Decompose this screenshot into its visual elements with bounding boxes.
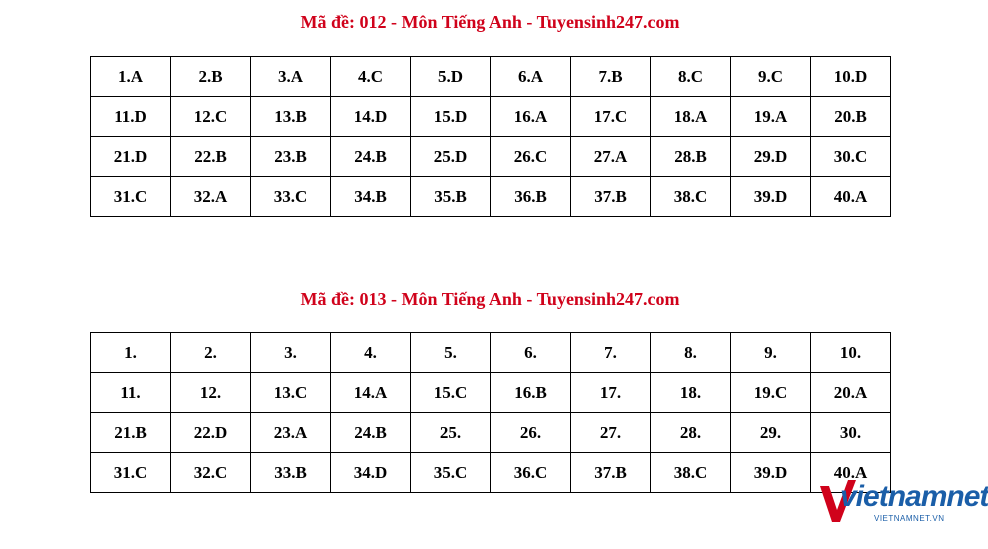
answer-cell: 13.C [251, 373, 331, 413]
answer-cell: 37.B [571, 453, 651, 493]
answer-cell: 7. [571, 333, 651, 373]
answer-cell: 24.B [331, 137, 411, 177]
answer-cell: 32.A [171, 177, 251, 217]
answer-cell: 18. [651, 373, 731, 413]
answer-cell: 11. [91, 373, 171, 413]
answer-cell: 33.C [251, 177, 331, 217]
answer-cell: 11.D [91, 97, 171, 137]
table-row [91, 413, 891, 453]
answer-cell: 39.D [731, 177, 811, 217]
vietnamnet-domain-text: VIETNAMNET.VN [874, 514, 945, 523]
answer-cell: 24.B [331, 413, 411, 453]
answer-cell: 3.A [251, 57, 331, 97]
answer-cell: 20.A [811, 373, 891, 413]
table-row [91, 57, 891, 97]
answer-cell: 10. [811, 333, 891, 373]
answer-cell: 39.D [731, 453, 811, 493]
answer-cell: 38.C [651, 177, 731, 217]
table-row [91, 453, 891, 493]
answer-cell: 15.C [411, 373, 491, 413]
answer-cell: 16.A [491, 97, 571, 137]
answer-cell: 34.B [331, 177, 411, 217]
answer-cell: 8.C [651, 57, 731, 97]
answer-cell: 21.D [91, 137, 171, 177]
answer-cell: 29.D [731, 137, 811, 177]
answer-cell: 36.B [491, 177, 571, 217]
table-row [91, 177, 891, 217]
answer-cell: 9.C [731, 57, 811, 97]
answer-cell: 23.B [251, 137, 331, 177]
answer-cell: 22.B [171, 137, 251, 177]
answer-cell: 16.B [491, 373, 571, 413]
answer-cell: 34.D [331, 453, 411, 493]
answer-cell: 40.A [811, 453, 891, 493]
answer-cell: 37.B [571, 177, 651, 217]
answer-cell: 1.A [91, 57, 171, 97]
answer-cell: 19.A [731, 97, 811, 137]
answer-cell: 12.C [171, 97, 251, 137]
answer-cell: 2.B [171, 57, 251, 97]
answer-cell: 2. [171, 333, 251, 373]
answer-cell: 1. [91, 333, 171, 373]
answer-cell: 6. [491, 333, 571, 373]
answer-cell: 17.C [571, 97, 651, 137]
answer-cell: 29. [731, 413, 811, 453]
answer-table-012 [90, 56, 891, 217]
answer-cell: 8. [651, 333, 731, 373]
answer-cell: 35.C [411, 453, 491, 493]
answer-cell: 40.A [811, 177, 891, 217]
table-row [91, 373, 891, 413]
answer-cell: 30.C [811, 137, 891, 177]
answer-cell: 28. [651, 413, 731, 453]
answer-cell: 25. [411, 413, 491, 453]
answer-cell: 14.A [331, 373, 411, 413]
answer-cell: 36.C [491, 453, 571, 493]
answer-table-013 [90, 332, 891, 493]
answer-cell: 4.C [331, 57, 411, 97]
section-title-012: Mã đề: 012 - Môn Tiếng Anh - Tuyensinh247.com [300, 12, 680, 32]
vietnamnet-logo-text: vietnamnet [840, 480, 988, 513]
answer-cell: 27. [571, 413, 651, 453]
answer-cell: 15.D [411, 97, 491, 137]
answer-cell: 25.D [411, 137, 491, 177]
answer-cell: 32.C [171, 453, 251, 493]
answer-cell: 5. [411, 333, 491, 373]
table-row [91, 97, 891, 137]
section-title-013: Mã đề: 013 - Môn Tiếng Anh - Tuyensinh247.com [300, 289, 680, 309]
answer-cell: 5.D [411, 57, 491, 97]
answer-cell: 18.A [651, 97, 731, 137]
answer-cell: 13.B [251, 97, 331, 137]
table-row [91, 137, 891, 177]
answer-cell: 31.C [91, 177, 171, 217]
answer-cell: 26.C [491, 137, 571, 177]
answer-cell: 33.B [251, 453, 331, 493]
answer-cell: 30. [811, 413, 891, 453]
answer-cell: 17. [571, 373, 651, 413]
vietnamnet-watermark-logo [818, 478, 988, 528]
answer-cell: 31.C [91, 453, 171, 493]
answer-cell: 38.C [651, 453, 731, 493]
table-row [91, 333, 891, 373]
answer-cell: 35.B [411, 177, 491, 217]
answer-cell: 6.A [491, 57, 571, 97]
answer-cell: 20.B [811, 97, 891, 137]
answer-cell: 26. [491, 413, 571, 453]
answer-cell: 21.B [91, 413, 171, 453]
answer-cell: 23.A [251, 413, 331, 453]
answer-cell: 22.D [171, 413, 251, 453]
answer-cell: 12. [171, 373, 251, 413]
answer-cell: 4. [331, 333, 411, 373]
answer-cell: 3. [251, 333, 331, 373]
answer-cell: 27.A [571, 137, 651, 177]
answer-cell: 19.C [731, 373, 811, 413]
answer-cell: 14.D [331, 97, 411, 137]
answer-cell: 9. [731, 333, 811, 373]
answer-cell: 7.B [571, 57, 651, 97]
answer-cell: 28.B [651, 137, 731, 177]
answer-cell: 10.D [811, 57, 891, 97]
